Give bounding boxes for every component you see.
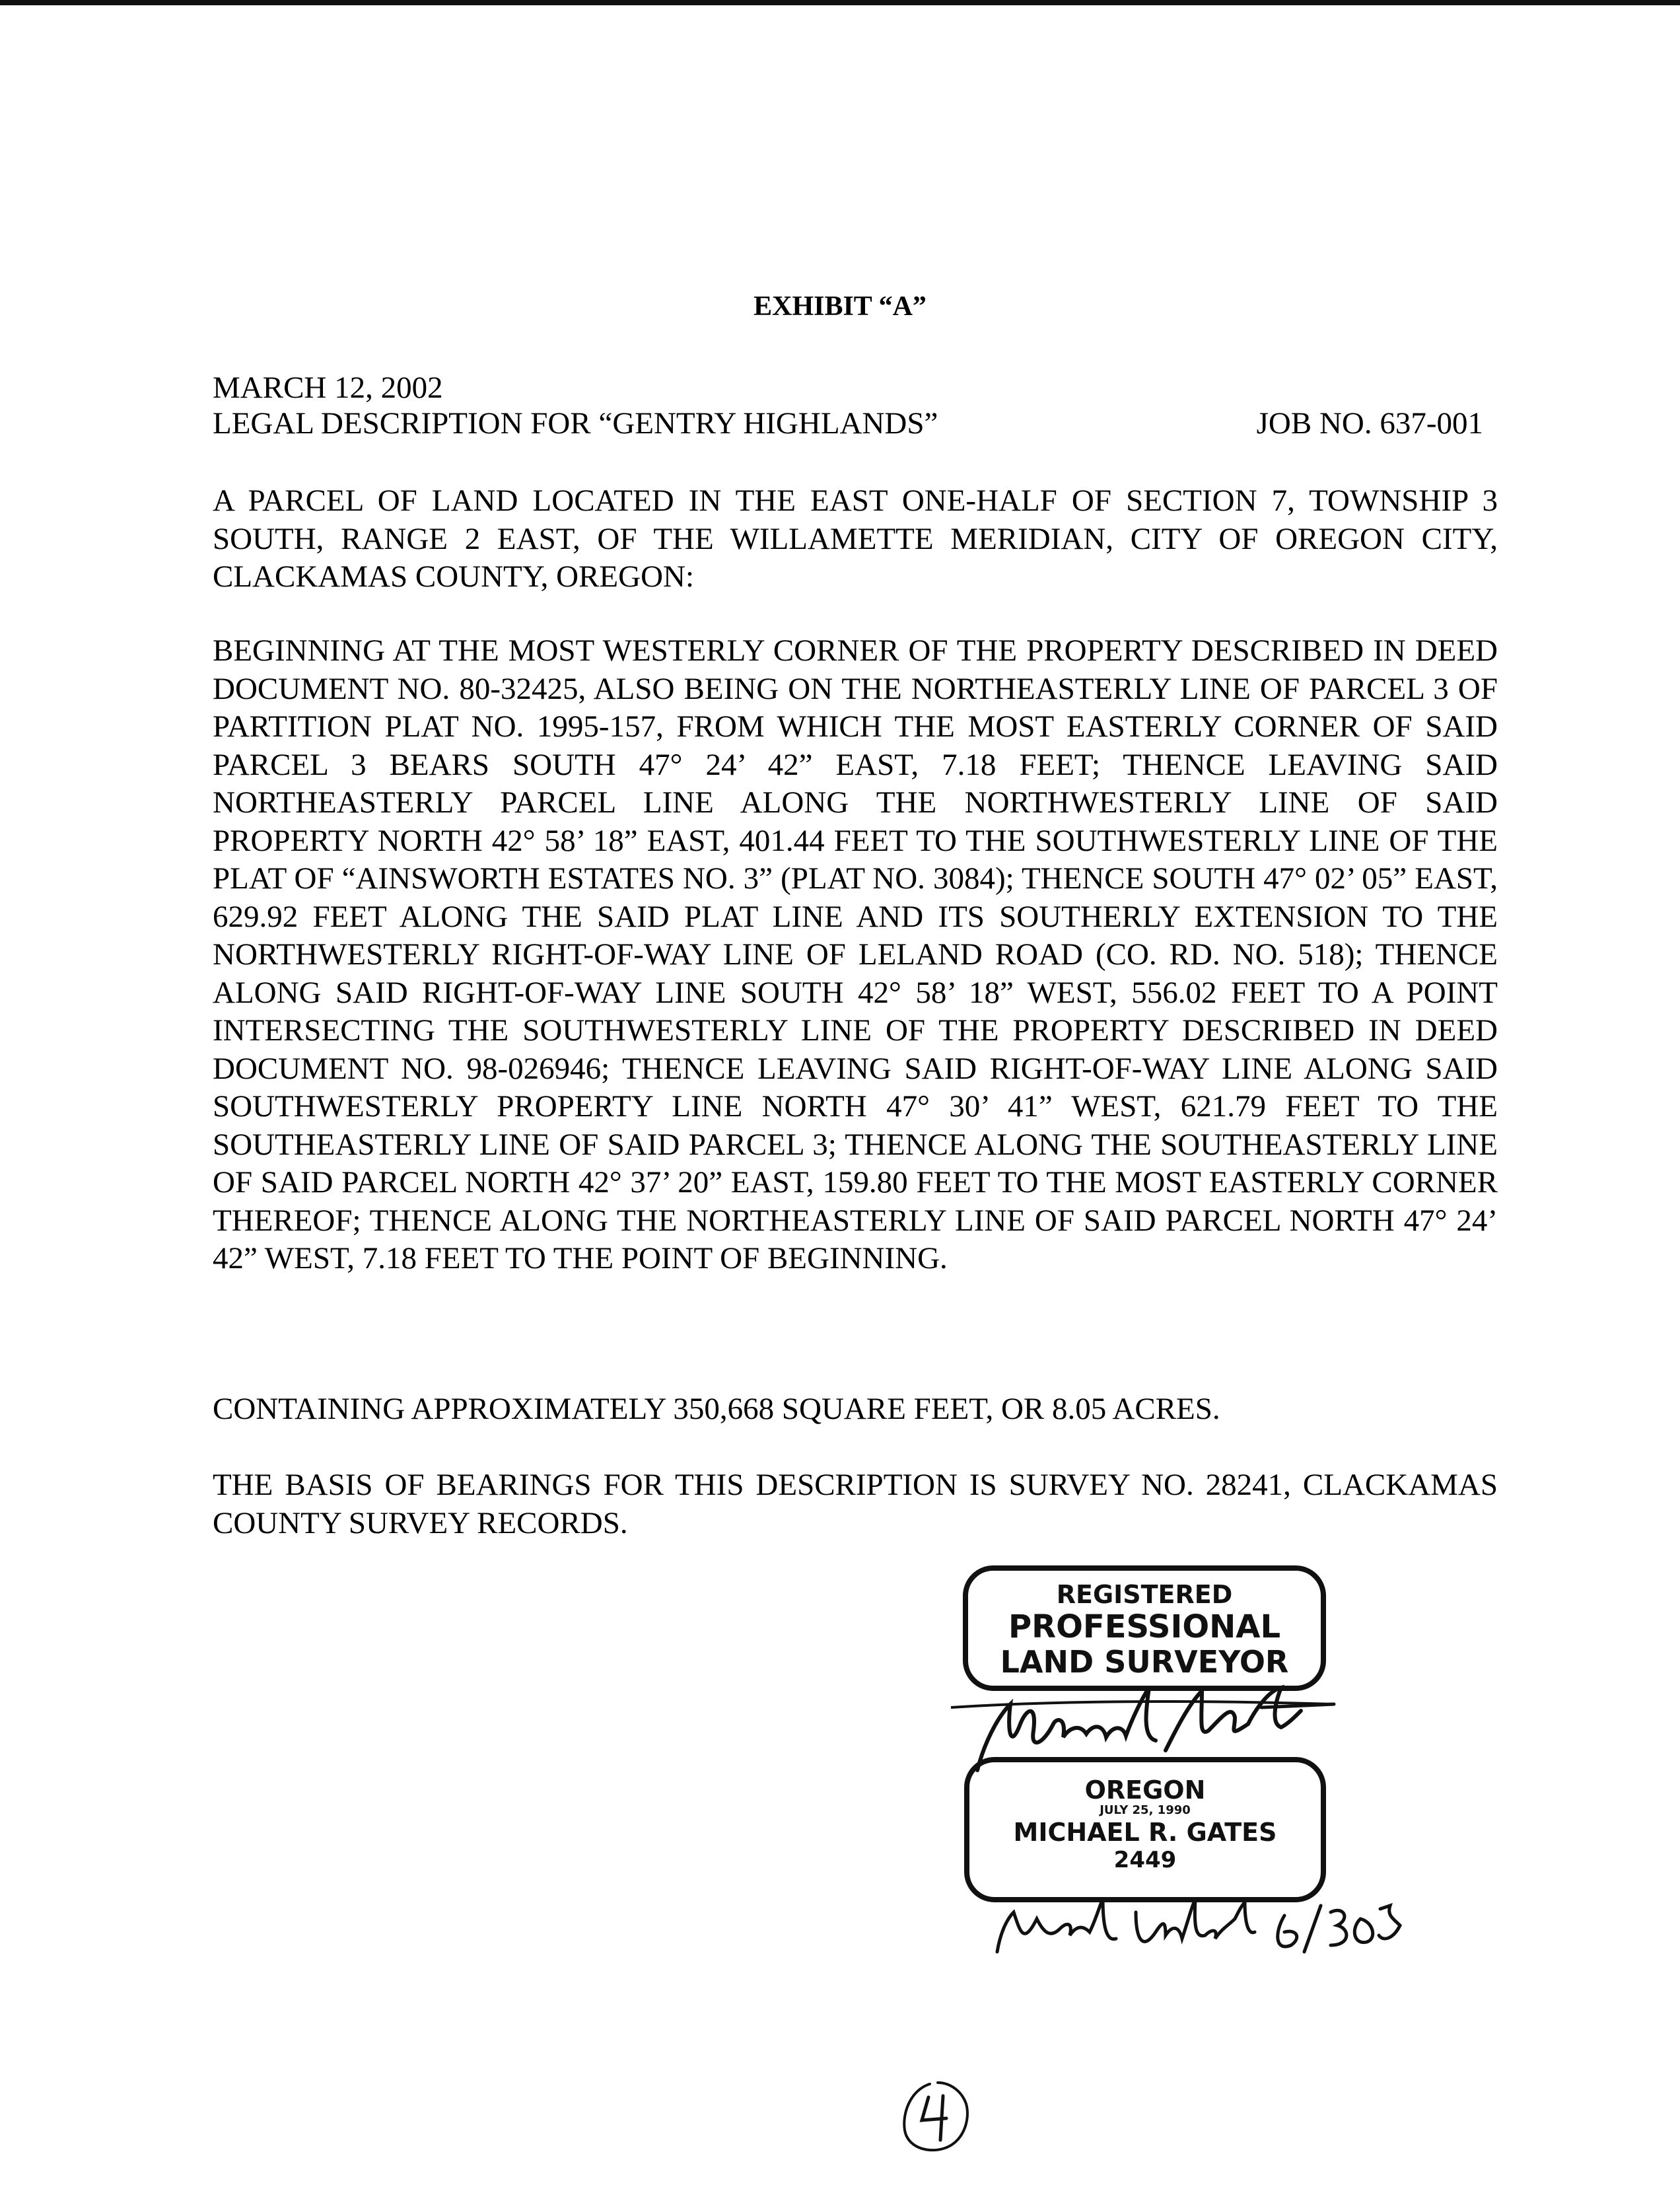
metes-and-bounds-paragraph: BEGINNING AT THE MOST WESTERLY CORNER OF THE PROPERTY DESCRIBED IN DEED DOCUMENT NO. 80-32425, ALSO BEING ON THE NORTHEASTERLY LINE OF PARCEL 3 OF PARTITION PLAT NO. 1995-157, FROM WHICH THE MOST EASTERLY CORNER OF SAID PARCEL 3 BEARS SOUTH 47° 24’ 42” EAST, 7.18 FEET; THENCE LEAVING SAID NORTHEASTERLY PARCEL LINE ALONG THE NORTHWESTERLY LINE OF SAID PROPERTY NORTH 42° 58’ 18” EAST, 401.44 FEET TO THE SOUTHWESTERLY LINE OF THE PLAT OF “AINSWORTH ESTATES NO. 3” (PLAT NO. 3084); THENCE SOUTH 47° 02’ 05” EAST, 629.92 FEET ALONG THE SAID PLAT LINE AND ITS SOUTHERLY EXTENSION TO THE NORTHWESTERLY RIGHT-OF-WAY LINE OF LELAND ROAD (CO. RD. NO. 518); THENCE ALONG SAID RIGHT-OF-WAY LINE SOUTH 42° 58’ 18” WEST, 556.02 FEET TO A POINT INTERSECTING THE SOUTHWESTERLY LINE OF THE PROPERTY DESCRIBED IN DEED DOCUMENT NO. 98-026946; THENCE LEAVING SAID RIGHT-OF-WAY LINE ALONG SAID SOUTHWESTERLY PROPERTY LINE NORTH 47° 30’ 41” WEST, 621.79 FEET TO THE SOUTHEASTERLY LINE OF SAID PARCEL 3; THENCE ALONG THE SOUTHEASTERLY LINE OF SAID PARCEL NORTH 42° 37’ 20” EAST, 159.80 FEET TO THE MOST EASTERLY CORNER THEREOF; THENCE ALONG THE NORTHEASTERLY LINE OF SAID PARCEL NORTH 47° 24’ 42” WEST, 7.18 FEET TO THE POINT OF BEGINNING. bbox=[213, 633, 1498, 1275]
handwritten-validity-note bbox=[984, 1892, 1407, 1965]
stamp-land-surveyor: LAND SURVEYOR bbox=[1000, 1644, 1289, 1680]
stamp-registered: REGISTERED bbox=[1056, 1580, 1233, 1609]
stamp-license-number: 2449 bbox=[1113, 1847, 1177, 1873]
scan-top-edge bbox=[0, 0, 1680, 5]
stamp-surveyor-name: MICHAEL R. GATES bbox=[1013, 1818, 1277, 1847]
stamp-top-box bbox=[963, 1565, 1326, 1691]
document-date: MARCH 12, 2002 bbox=[213, 371, 443, 405]
stamp-state: OREGON bbox=[1084, 1775, 1206, 1805]
handwritten-page-number bbox=[897, 2077, 976, 2157]
basis-of-bearings-paragraph: THE BASIS OF BEARINGS FOR THIS DESCRIPTION IS SURVEY NO. 28241, CLACKAMAS COUNTY SURVEY RECORDS. bbox=[213, 1468, 1498, 1540]
legal-description-heading: LEGAL DESCRIPTION FOR “GENTRY HIGHLANDS” bbox=[213, 406, 938, 441]
exhibit-title: EXHIBIT “A” bbox=[753, 291, 927, 322]
stamp-date: JULY 25, 1990 bbox=[1100, 1803, 1191, 1817]
area-paragraph: CONTAINING APPROXIMATELY 350,668 SQUARE FEET, OR 8.05 ACRES. bbox=[213, 1392, 1220, 1426]
parcel-location-paragraph: A PARCEL OF LAND LOCATED IN THE EAST ONE-HALF OF SECTION 7, TOWNSHIP 3 SOUTH, RANGE 2 EAST, OF THE WILLAMETTE MERIDIAN, CITY OF OREGON CITY, CLACKAMAS COUNTY, OREGON: bbox=[213, 484, 1498, 594]
handwritten-signature bbox=[938, 1678, 1360, 1783]
stamp-professional: PROFESSIONAL bbox=[1008, 1608, 1281, 1645]
job-number: JOB NO. 637-001 bbox=[1256, 406, 1483, 441]
